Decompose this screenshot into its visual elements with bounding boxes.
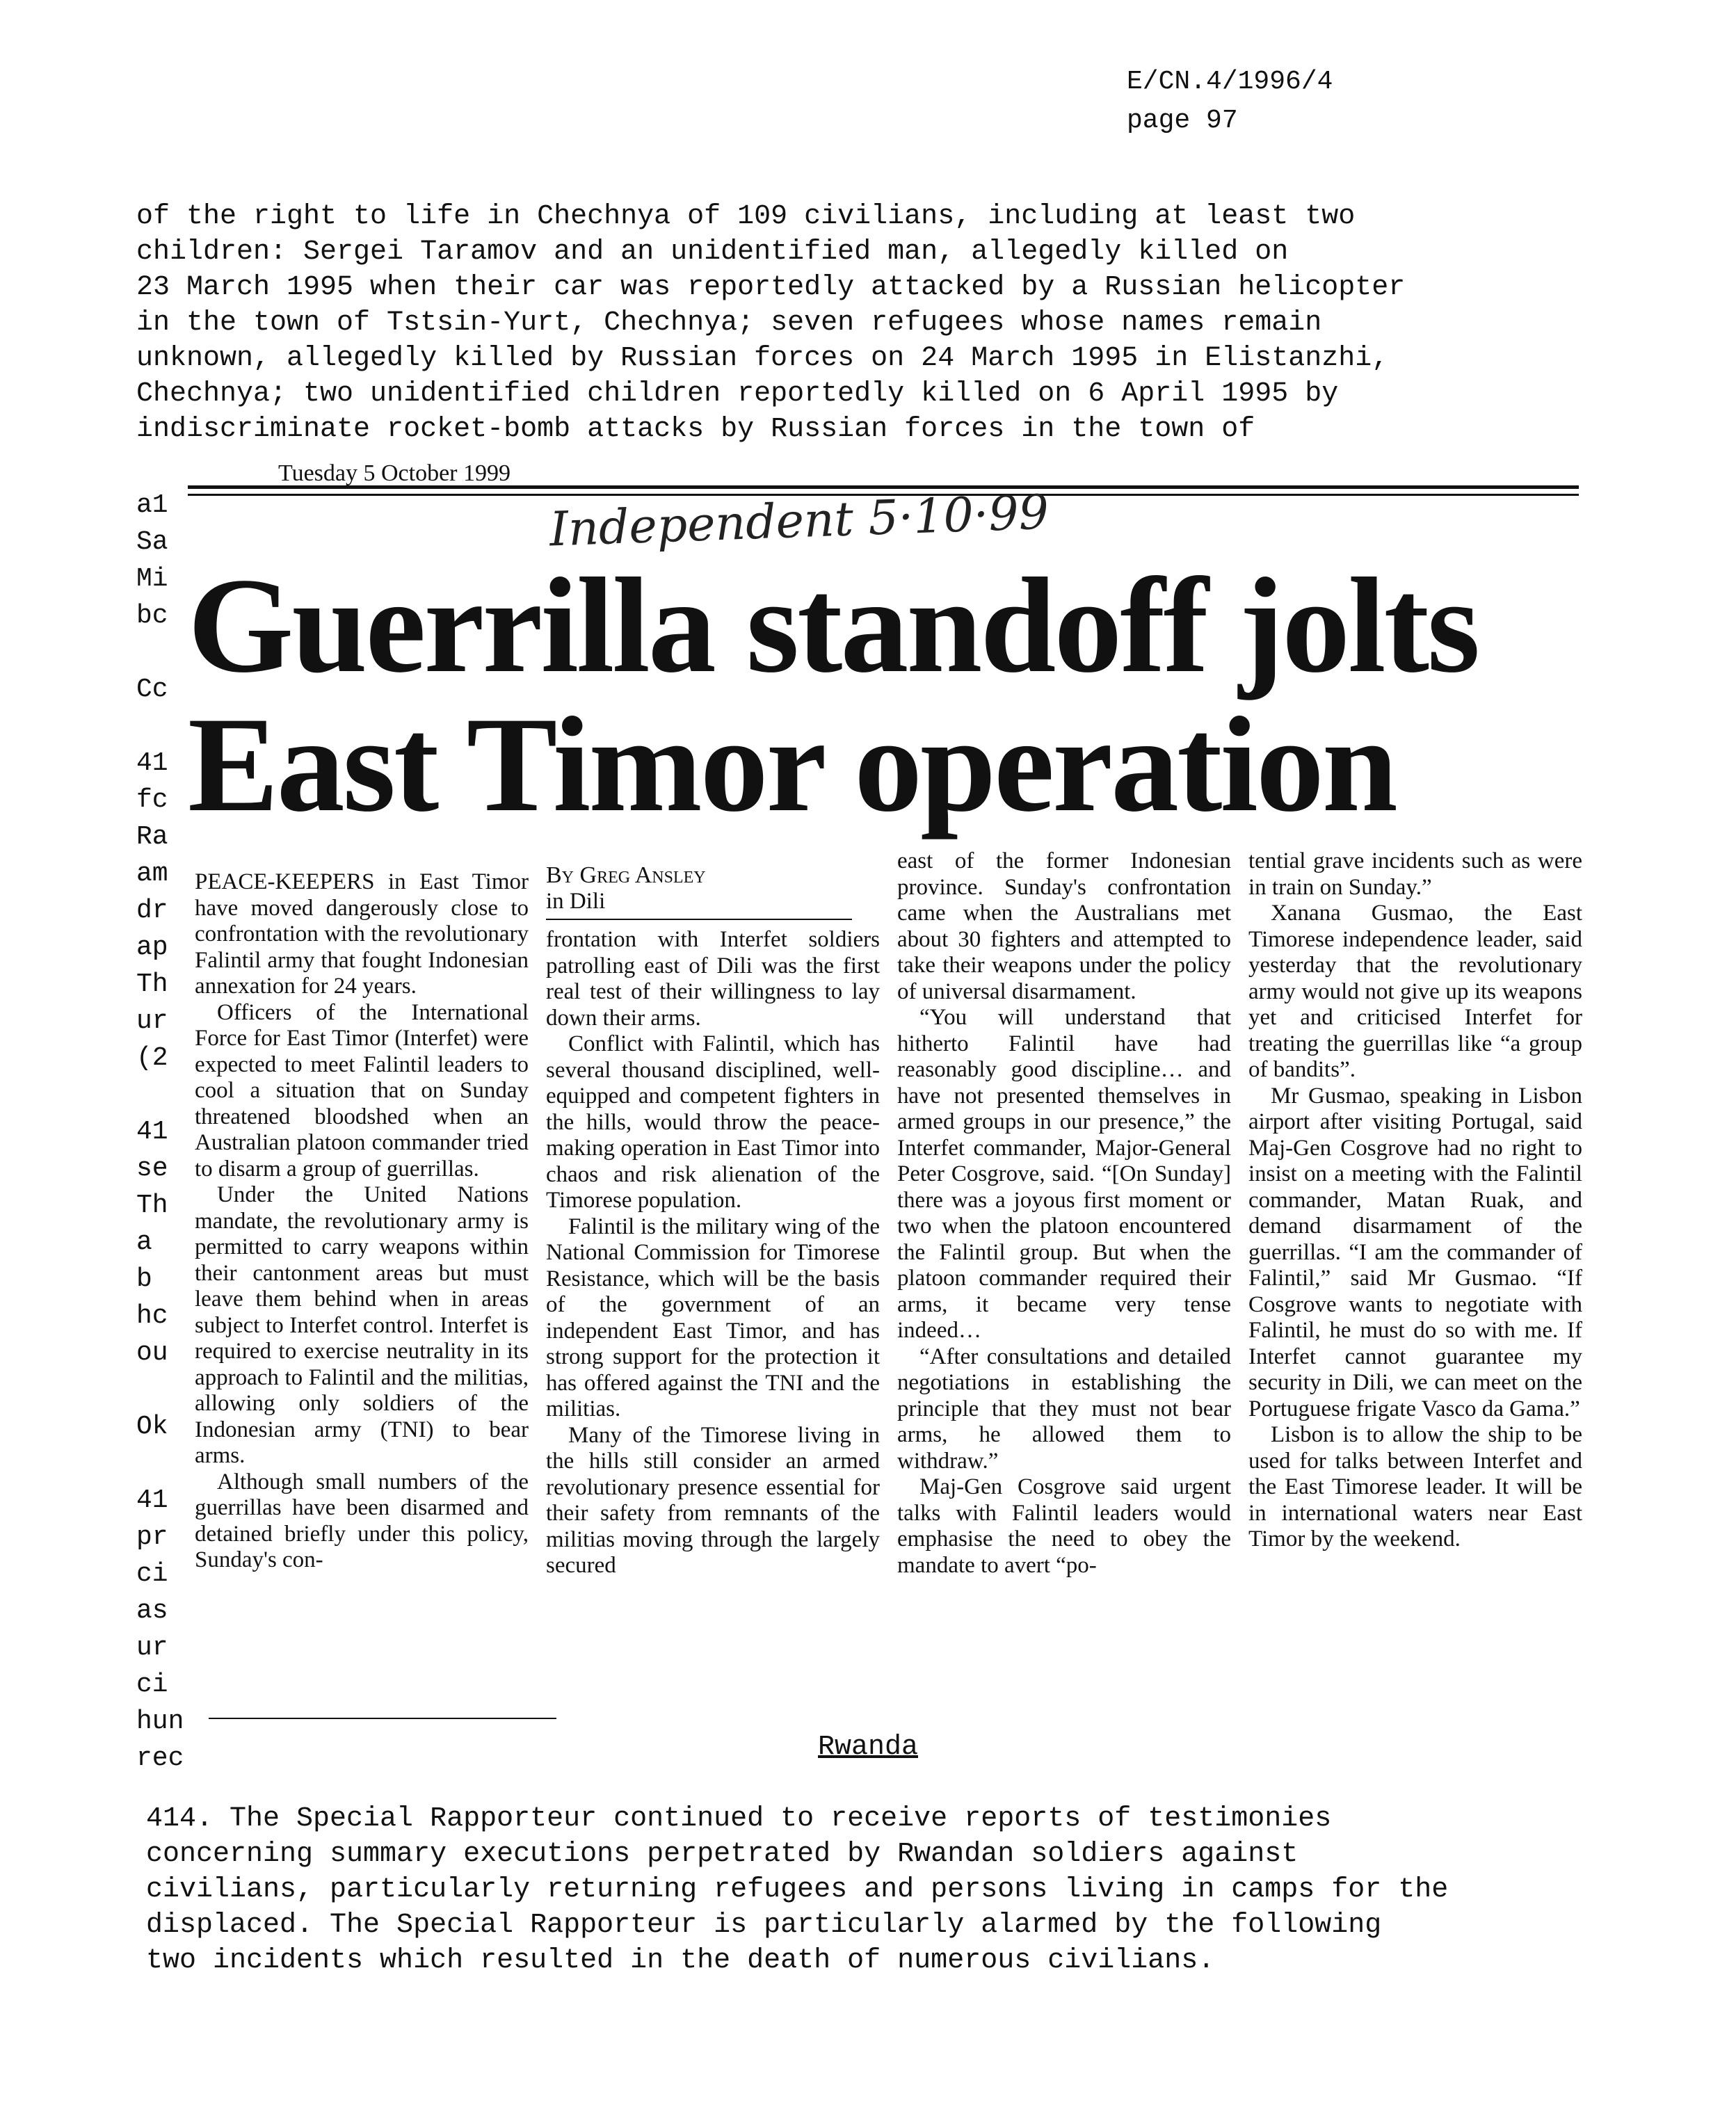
article-column-2 xyxy=(546,862,880,1579)
article-paragraph: Officers of the International Force for East Timor (Interfet) were expected to meet Falintil leaders to cool a situation that on Sunday threatened bloodshed when an Australian platoon commander tried to disarm a group of guerrillas. xyxy=(195,999,529,1182)
text-fragment: se xyxy=(136,1154,168,1184)
page-number: page 97 xyxy=(1127,106,1238,136)
article-paragraph: Under the United Nations mandate, the revolutionary army is permitted to carry weapons within their cantonment areas but must leave them behind when in areas subject to Interfet control. Interfet is required to exercise neutrality in its approach to Falintil and the militias, allowing only soldiers of the Indonesian army (TNI) to bear arms. xyxy=(195,1182,529,1468)
text-fragment: ur xyxy=(136,1006,168,1036)
handwritten-note: Independent 5·10·99 xyxy=(548,485,1050,558)
paragraph-line: displaced. The Special Rapporteur is particularly alarmed by the following xyxy=(146,1910,1382,1941)
clipping-date-bar xyxy=(188,458,1579,489)
paragraph-line: concerning summary executions perpetrated by Rwandan soldiers against xyxy=(146,1839,1299,1870)
document-header xyxy=(1127,63,1333,140)
intro-line: children: Sergei Taramov and an unidentified man, allegedly killed on xyxy=(136,236,1289,268)
text-fragment: b xyxy=(136,1264,152,1294)
headline-line-1: Guerrilla standoff jolts xyxy=(188,550,1479,701)
article-column-1 xyxy=(195,869,529,1574)
text-fragment: pr xyxy=(136,1522,168,1552)
text-fragment: Cc xyxy=(136,675,168,704)
article-paragraph: Xanana Gusmao, the East Timorese independence leader, said yesterday that the revolutionary army would not give up its weapons yet and criticised Interfet for treating the guerrillas like “a group of bandits”. xyxy=(1248,901,1582,1082)
text-fragment: rec xyxy=(136,1743,184,1773)
article-paragraph: Mr Gusmao, speaking in Lisbon airport after visiting Portugal, said Maj-Gen Cosgrove had no right to insist on a meeting with the Falintil commander, Matan Ruak, and demand disarmament of the guerrillas. “I am the commander of Falintil,” said Mr Gusmao. “If Cosgrove wants to negotiate with Falintil, he must do so with me. If Interfet cannot guarantee my security in Dili, we can meet on the Portuguese frigate Vasco da Gama.” xyxy=(1248,1083,1582,1421)
intro-line: Chechnya; two unidentified children reportedly killed on 6 April 1995 by xyxy=(136,378,1339,410)
intro-line: in the town of Tstsin-Yurt, Chechnya; seven refugees whose names remain xyxy=(136,307,1322,339)
text-fragment: Ok xyxy=(136,1412,168,1442)
article-paragraph: frontation with Interfet soldiers patrolling east of Dili was the first real test of their willingness to lay down their arms. xyxy=(546,927,880,1031)
paragraph-line: two incidents which resulted in the death of numerous civilians. xyxy=(146,1945,1215,1976)
text-fragment xyxy=(136,1445,178,1482)
text-fragment: Sa xyxy=(136,527,168,557)
text-fragment: as xyxy=(136,1596,168,1626)
text-fragment: 41 xyxy=(136,748,168,778)
intro-line: indiscriminate rocket-bomb attacks by Russian forces in the town of xyxy=(136,414,1255,445)
document-symbol: E/CN.4/1996/4 xyxy=(1127,67,1333,97)
article-column-4 xyxy=(1248,848,1582,1553)
article-paragraph: east of the former Indonesian province. Sunday's confrontation came when the Australians met about 30 fighters and attempted to take their weapons under the policy of universal disarmament. xyxy=(897,848,1231,1004)
text-fragment: 41 xyxy=(136,1485,168,1515)
clipping-bottom-rule xyxy=(209,1718,556,1719)
newspaper-clipping xyxy=(188,452,1593,1725)
section-title: Rwanda xyxy=(817,1732,919,1763)
article-paragraph: PEACE-KEEPERS in East Timor have moved dangerously close to confrontation with the revolutionary Falintil army that fought Indonesian annexation for 24 years. xyxy=(195,869,529,999)
text-fragment: 41 xyxy=(136,1117,168,1147)
text-fragment xyxy=(136,1371,178,1408)
article-column-3 xyxy=(897,848,1231,1579)
text-fragment: ci xyxy=(136,1559,168,1589)
text-fragment xyxy=(136,708,178,745)
text-fragment: Mi xyxy=(136,564,168,594)
article-paragraph: “You will understand that hitherto Falintil have had reasonably good discipline… and have not presented themselves in armed groups in our presence,” the Interfet commander, Major-General Peter Cosgrove, said. “[On Sunday] there was a joyous first moment or two when the platoon encountered the Falintil group. But when the platoon commander required their arms, it became very tense indeed… xyxy=(897,1005,1231,1343)
article-paragraph: “After consultations and detailed negotiations in establishing the principle that they must not bear arms, he allowed them to withdraw.” xyxy=(897,1344,1231,1474)
byline-place: in Dili xyxy=(546,888,606,914)
text-fragment: Ra xyxy=(136,822,168,852)
text-fragment: bc xyxy=(136,601,168,631)
article-paragraph: Many of the Timorese living in the hills still consider an armed revolutionary presence essential for their safety from remnants of the militias moving through the largely secured xyxy=(546,1422,880,1578)
byline: By Greg Ansley xyxy=(546,862,706,888)
text-fragment: a1 xyxy=(136,490,168,520)
text-fragment: (2 xyxy=(136,1043,168,1073)
paragraph-414 xyxy=(146,1801,1537,1978)
text-fragment: ou xyxy=(136,1338,168,1368)
text-fragment: a xyxy=(136,1227,152,1257)
article-paragraph: tential grave incidents such as were in train on Sunday.” xyxy=(1248,848,1582,900)
intro-paragraph xyxy=(136,199,1527,447)
text-fragment xyxy=(136,1077,178,1113)
text-fragment: hun xyxy=(136,1707,184,1736)
text-fragment: Th xyxy=(136,1191,168,1220)
clipping-date: Tuesday 5 October 1999 xyxy=(278,460,511,486)
headline-line-2: East Timor operation xyxy=(188,689,1396,840)
text-fragment: Th xyxy=(136,969,168,999)
article-paragraph: Falintil is the military wing of the National Commission for Timorese Resistance, which will be the basis of the government of an independent East Timor, and has strong support for the protection it has offered against the TNI and the militias. xyxy=(546,1214,880,1421)
text-fragment: dr xyxy=(136,896,168,926)
intro-line: unknown, allegedly killed by Russian forces on 24 March 1995 in Elistanzhi, xyxy=(136,343,1389,374)
text-fragment: am xyxy=(136,859,168,889)
text-fragment: ap xyxy=(136,933,168,962)
intro-line: 23 March 1995 when their car was reportedly attacked by a Russian helicopter xyxy=(136,272,1406,303)
article-paragraph: Although small numbers of the guerrillas have been disarmed and detained briefly under this policy, Sunday's con- xyxy=(195,1469,529,1572)
byline-rule xyxy=(546,919,852,920)
text-fragment xyxy=(136,634,178,671)
headline xyxy=(188,550,1579,840)
article-paragraph: Conflict with Falintil, which has several thousand disciplined, well-equipped and competent fighters in the hills, would throw the peace-making operation in East Timor into chaos and risk alienation of the Timorese population. xyxy=(546,1031,880,1213)
text-fragment: fc xyxy=(136,785,168,815)
text-fragment: ci xyxy=(136,1670,168,1700)
text-fragment: ur xyxy=(136,1633,168,1663)
article-paragraph: Maj-Gen Cosgrove said urgent talks with Falintil leaders would emphasise the need to obey the mandate to avert “po- xyxy=(897,1474,1231,1578)
text-fragment: hc xyxy=(136,1301,168,1331)
article-paragraph: Lisbon is to allow the ship to be used for talks between Interfet and the East Timorese leader. It will be in international waters near East Timor by the weekend. xyxy=(1248,1422,1582,1551)
paragraph-line: 414. The Special Rapporteur continued to receive reports of testimonies xyxy=(146,1803,1332,1835)
intro-line: of the right to life in Chechnya of 109 civilians, including at least two xyxy=(136,201,1356,232)
obscured-text-fragments xyxy=(136,487,184,1777)
paragraph-line: civilians, particularly returning refugees and persons living in camps for the xyxy=(146,1874,1449,1905)
